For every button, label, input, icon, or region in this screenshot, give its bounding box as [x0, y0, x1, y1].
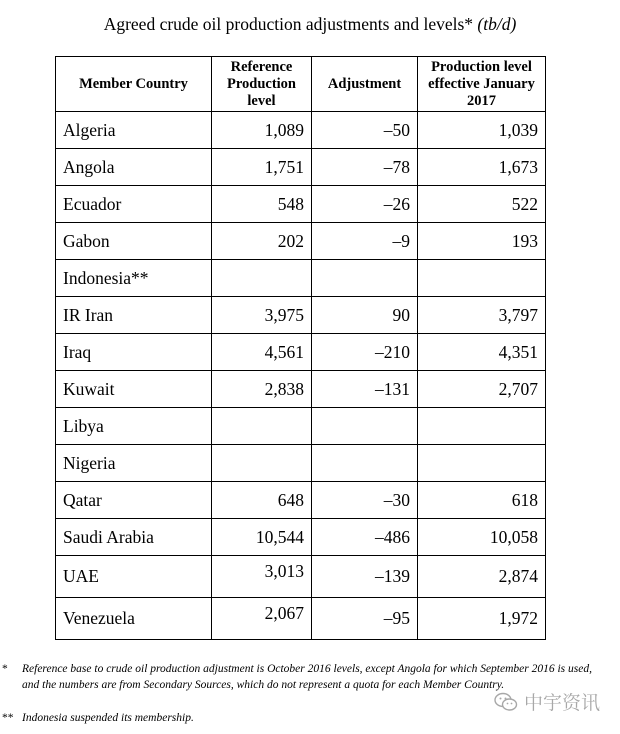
level-cell: 4,351	[418, 334, 546, 371]
table-row	[56, 598, 546, 640]
reference-cell	[212, 445, 312, 482]
table-title	[0, 14, 620, 35]
level-cell: 618	[418, 482, 546, 519]
reference-cell: 202	[212, 223, 312, 260]
country-cell: Algeria	[56, 112, 212, 149]
country-cell: Gabon	[56, 223, 212, 260]
watermark-text: 中宇资讯	[523, 692, 600, 714]
footnote-text: Indonesia suspended its membership.	[22, 712, 194, 724]
table-row	[56, 371, 546, 408]
country-cell: Nigeria	[56, 445, 212, 482]
adjustment-cell: –26	[312, 186, 418, 223]
table-row	[56, 556, 546, 598]
level-cell: 1,039	[418, 112, 546, 149]
level-cell: 522	[418, 186, 546, 223]
table-row	[56, 445, 546, 482]
table-row	[56, 149, 546, 186]
table-row	[56, 223, 546, 260]
adjustment-cell: –30	[312, 482, 418, 519]
reference-cell: 4,561	[212, 334, 312, 371]
wechat-icon	[494, 692, 518, 712]
adjustment-cell: –50	[312, 112, 418, 149]
reference-cell: 3,013	[212, 556, 312, 598]
reference-cell: 1,751	[212, 149, 312, 186]
country-cell: Iraq	[56, 334, 212, 371]
header-adjustment: Adjustment	[312, 57, 418, 112]
level-cell: 10,058	[418, 519, 546, 556]
footnote-mark: *	[2, 663, 8, 675]
level-cell: 2,874	[418, 556, 546, 598]
country-cell: Saudi Arabia	[56, 519, 212, 556]
adjustment-cell	[312, 260, 418, 297]
adjustment-cell: –95	[312, 598, 418, 640]
adjustment-cell: –486	[312, 519, 418, 556]
table-row	[56, 408, 546, 445]
level-cell: 193	[418, 223, 546, 260]
adjustment-cell: 90	[312, 297, 418, 334]
country-cell: Angola	[56, 149, 212, 186]
table-row	[56, 482, 546, 519]
footnote-text: Reference base to crude oil production adjustment is October 2016 levels, except Angola for which September 2016 is used, and the numbers are from Secondary Sources, which do not represent a quota for each Member Country.	[22, 663, 592, 691]
adjustment-cell	[312, 408, 418, 445]
reference-cell: 10,544	[212, 519, 312, 556]
level-cell	[418, 408, 546, 445]
table-row	[56, 112, 546, 149]
country-cell: Qatar	[56, 482, 212, 519]
level-cell: 1,673	[418, 149, 546, 186]
level-cell	[418, 260, 546, 297]
country-cell: Venezuela	[56, 598, 212, 640]
header-production-level: Production level effective January 2017	[418, 57, 546, 112]
header-reference-level: Reference Production level	[212, 57, 312, 112]
footnote-mark: **	[2, 712, 14, 724]
reference-cell: 548	[212, 186, 312, 223]
adjustment-cell: –139	[312, 556, 418, 598]
title-text: Agreed crude oil production adjustments and levels*	[103, 14, 474, 34]
level-cell: 2,707	[418, 371, 546, 408]
reference-cell: 2,838	[212, 371, 312, 408]
adjustment-cell	[312, 445, 418, 482]
header-row	[56, 57, 546, 112]
title-unit: (tb/d)	[477, 14, 517, 34]
reference-cell	[212, 408, 312, 445]
adjustment-cell: –9	[312, 223, 418, 260]
country-cell: Ecuador	[56, 186, 212, 223]
country-cell: Libya	[56, 408, 212, 445]
reference-cell: 1,089	[212, 112, 312, 149]
table-row	[56, 519, 546, 556]
level-cell: 1,972	[418, 598, 546, 640]
reference-cell: 3,975	[212, 297, 312, 334]
table-row	[56, 297, 546, 334]
reference-cell: 2,067	[212, 598, 312, 640]
level-cell: 3,797	[418, 297, 546, 334]
country-cell: Indonesia**	[56, 260, 212, 297]
adjustment-cell: –210	[312, 334, 418, 371]
country-cell: IR Iran	[56, 297, 212, 334]
adjustment-cell: –78	[312, 149, 418, 186]
country-cell: UAE	[56, 556, 212, 598]
table-row	[56, 260, 546, 297]
table-row	[56, 186, 546, 223]
header-member-country: Member Country	[56, 57, 212, 112]
table-row	[56, 334, 546, 371]
adjustment-cell: –131	[312, 371, 418, 408]
production-table	[55, 56, 546, 640]
watermark	[494, 688, 600, 715]
reference-cell	[212, 260, 312, 297]
level-cell	[418, 445, 546, 482]
country-cell: Kuwait	[56, 371, 212, 408]
reference-cell: 648	[212, 482, 312, 519]
